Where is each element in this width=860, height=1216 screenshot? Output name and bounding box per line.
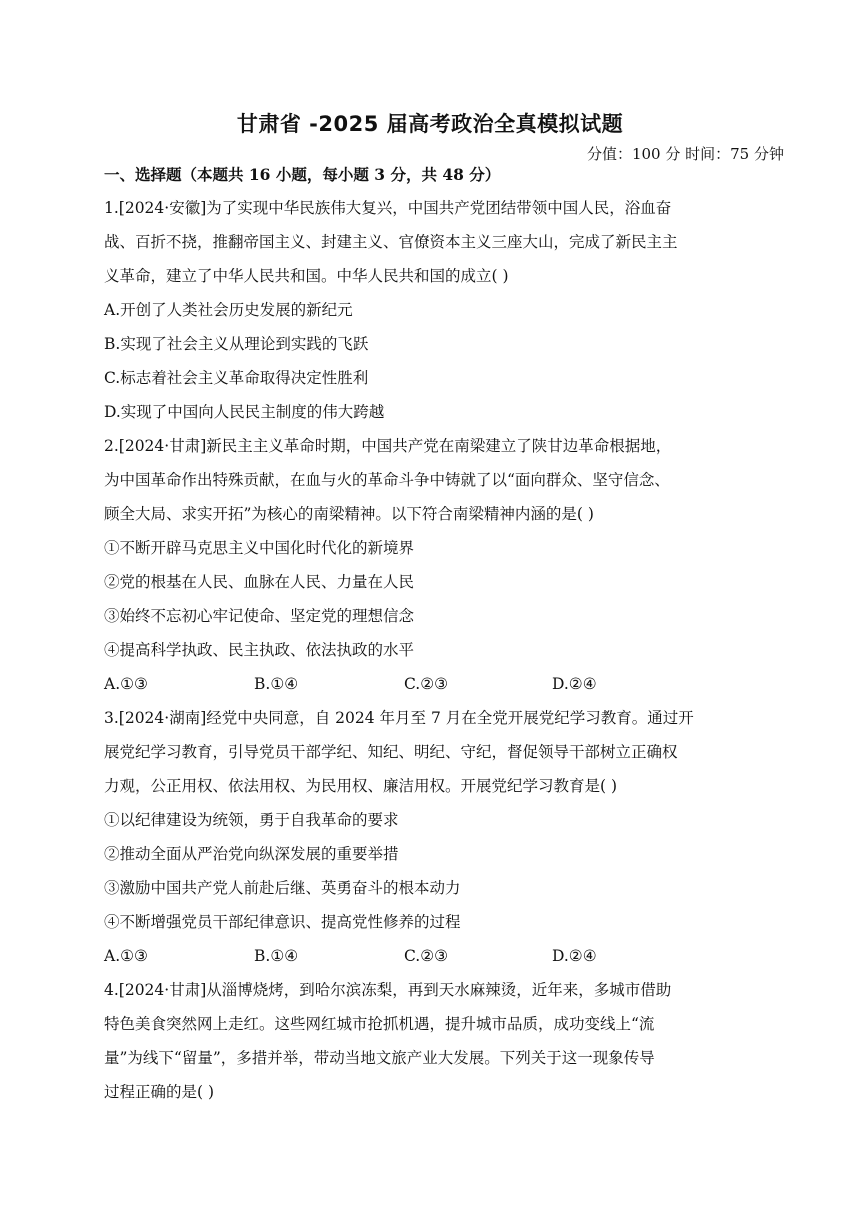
question-1-option-d: D.实现了中国向人民民主制度的伟大跨越 [104,403,385,421]
question-2-choice-d: D.②④ [552,675,597,693]
question-1-line-3: 义革命，建立了中华人民共和国。中华人民共和国的成立( ) [104,267,509,285]
question-3-line-1: 3.[2024·湖南]经党中央同意，自 2024 年月至 7 月在全党开展党纪学习教育。通过开 [104,709,694,727]
question-4-line-1: 4.[2024·甘肃]从淄博烧烤，到哈尔滨冻梨，再到天水麻辣烫，近年来，多城市借助 [104,981,672,999]
question-4-line-2: 特色美食突然网上走红。这些网红城市抢抓机遇，提升城市品质，成功变线上“流 [104,1015,655,1033]
section-title: 一、选择题（本题共 16 小题，每小题 3 分，共 48 分） [104,165,501,184]
question-1-line-2: 战、百折不挠，推翻帝国主义、封建主义、官僚资本主义三座大山，完成了新民主主 [104,233,678,251]
question-2-item-2: ②党的根基在人民、血脉在人民、力量在人民 [104,573,415,591]
question-3-item-4: ④不断增强党员干部纪律意识、提高党性修养的过程 [104,913,461,931]
question-1-option-a: A.开创了人类社会历史发展的新纪元 [104,301,353,319]
question-2-choice-a: A.①③ [104,675,148,693]
question-4-line-3: 量”为线下“留量”，多措并举，带动当地文旅产业大发展。下列关于这一现象传导 [104,1049,655,1067]
question-3-line-2: 展党纪学习教育，引导党员干部学纪、知纪、明纪、守纪，督促领导干部树立正确权 [104,743,678,761]
question-1-line-1: 1.[2024·安徽]为了实现中华民族伟大复兴，中国共产党团结带领中国人民，浴血奋 [104,199,672,217]
exam-title: 甘肃省 -2025 届高考政治全真模拟试题 [236,112,624,136]
question-2-item-3: ③始终不忘初心牢记使命、坚定党的理想信念 [104,607,415,625]
question-3-item-3: ③激励中国共产党人前赴后继、英勇奋斗的根本动力 [104,879,461,897]
question-3-choice-b: B.①④ [254,947,299,965]
question-3-choice-a: A.①③ [104,947,148,965]
question-3-choice-c: C.②③ [404,947,449,965]
question-2-choice-b: B.①④ [254,675,299,693]
question-3-choice-d: D.②④ [552,947,597,965]
question-3-item-1: ①以纪律建设为统领，勇于自我革命的要求 [104,811,399,829]
question-2-item-1: ①不断开辟马克思主义中国化时代化的新境界 [104,539,415,557]
question-2-line-1: 2.[2024·甘肃]新民主主义革命时期，中国共产党在南梁建立了陕甘边革命根据地， [104,437,672,455]
question-1-option-b: B.实现了社会主义从理论到实践的飞跃 [104,335,369,353]
question-2-line-3: 顾全大局、求实开拓”为核心的南梁精神。以下符合南梁精神内涵的是( ) [104,505,594,523]
question-2-item-4: ④提高科学执政、民主执政、依法执政的水平 [104,641,415,659]
question-3-item-2: ②推动全面从严治党向纵深发展的重要举措 [104,845,399,863]
question-2-line-2: 为中国革命作出特殊贡献，在血与火的革命斗争中铸就了以“面向群众、坚守信念、 [104,471,670,489]
question-2-choice-c: C.②③ [404,675,449,693]
score-time-info: 分值：100 分 时间：75 分钟 [586,145,784,163]
question-4-line-4: 过程正确的是( ) [104,1083,215,1101]
question-1-option-c: C.标志着社会主义革命取得决定性胜利 [104,369,369,387]
question-3-line-3: 力观，公正用权、依法用权、为民用权、廉洁用权。开展党纪学习教育是( ) [104,777,618,795]
